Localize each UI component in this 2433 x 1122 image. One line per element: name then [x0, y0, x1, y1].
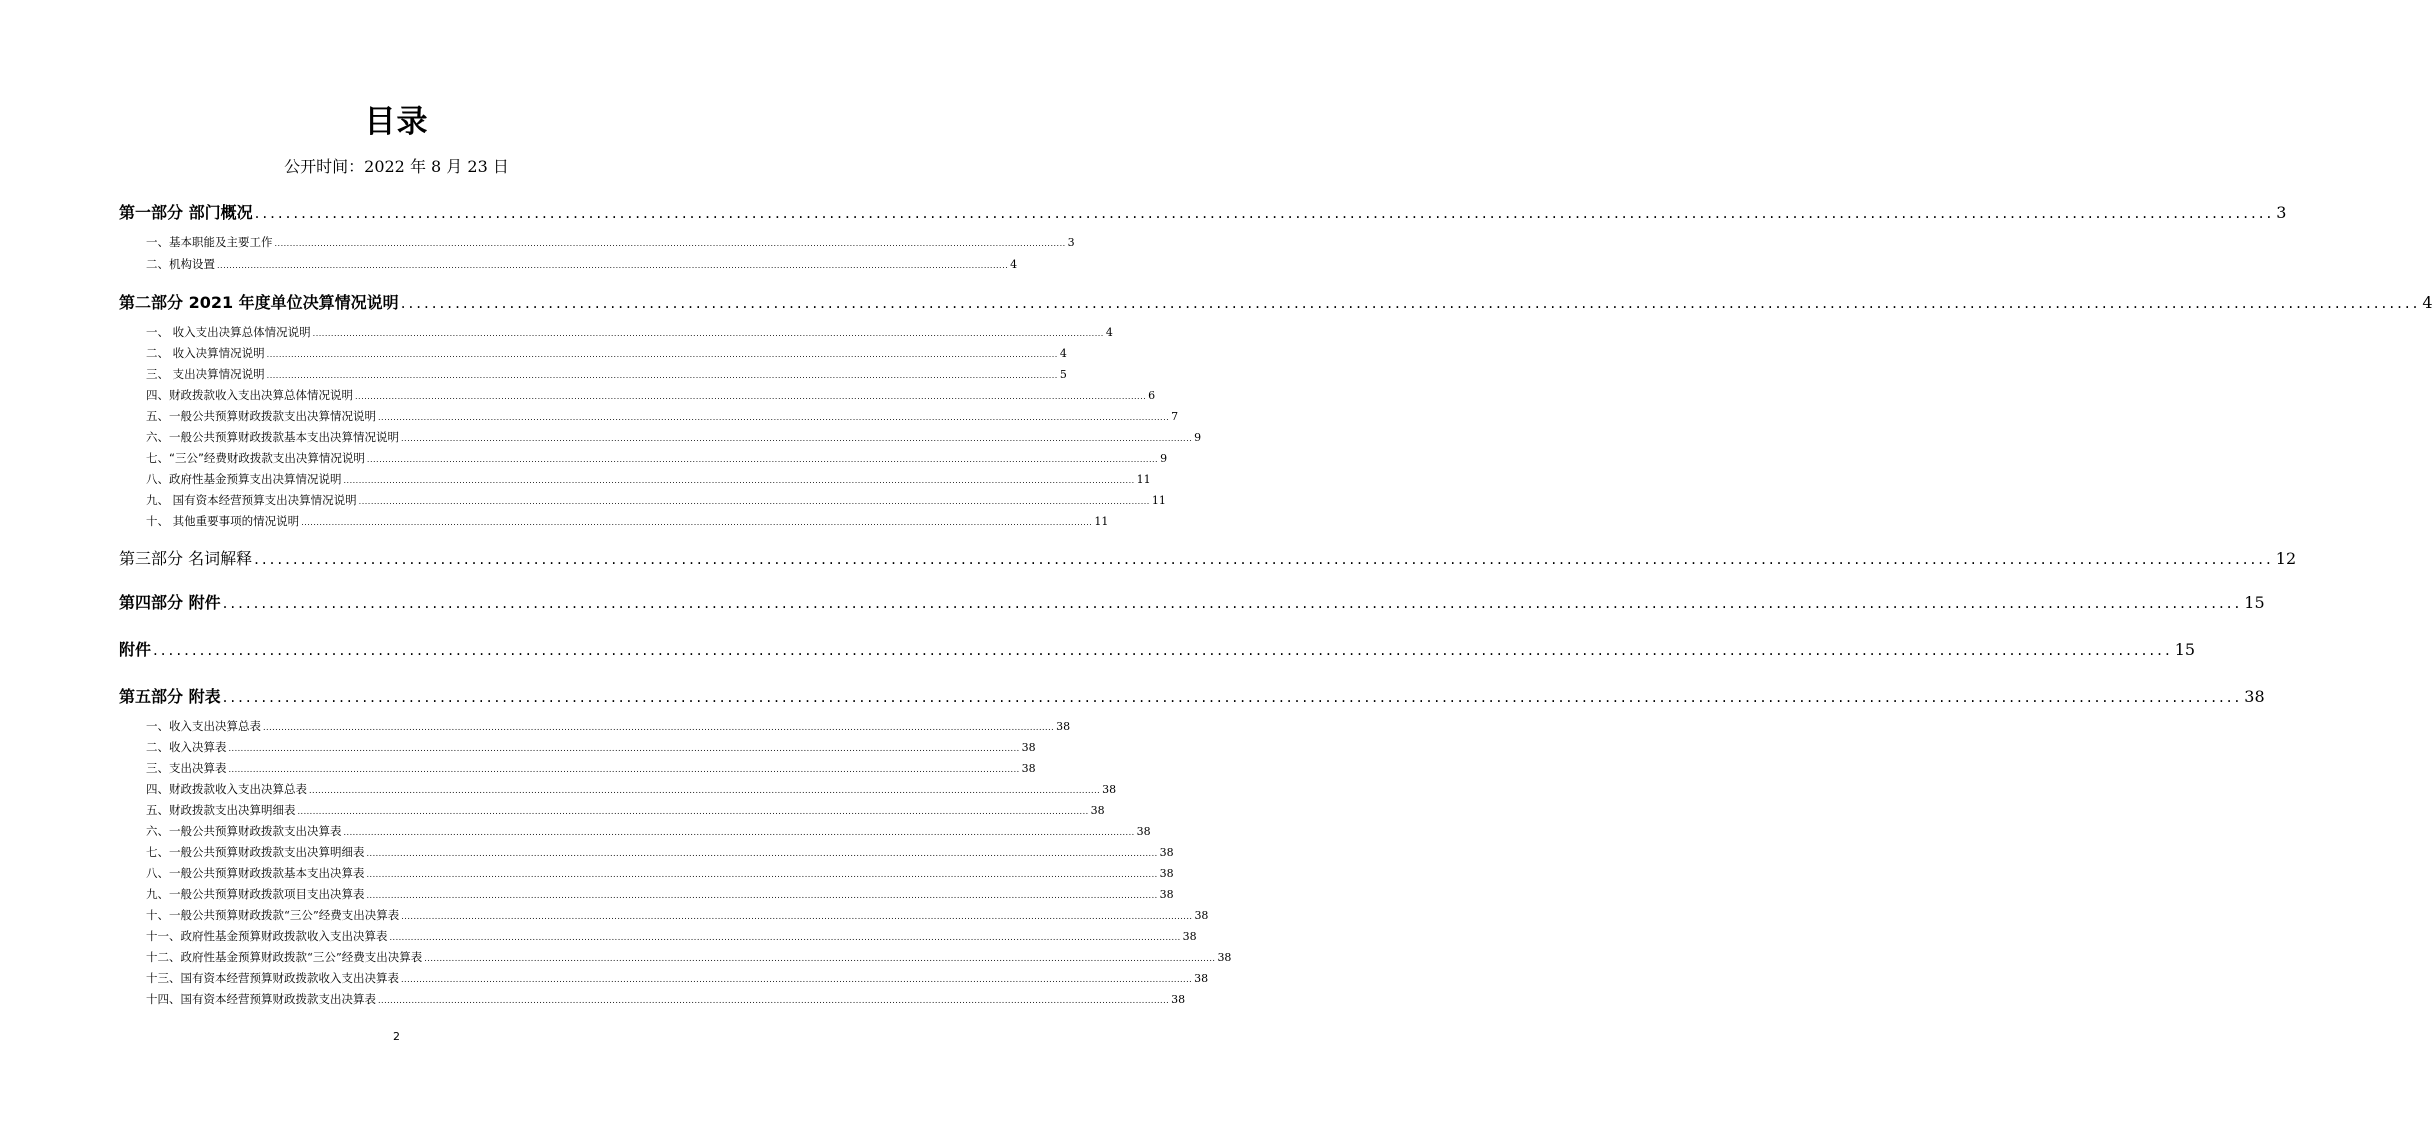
toc-page: 4: [1059, 347, 1067, 360]
toc-label: 第五部分 附表: [119, 687, 221, 706]
toc-page: 9: [1160, 452, 1168, 465]
toc-page: 11: [1136, 473, 1151, 486]
dot-leader: ....................................................................................................................................................................................................................................................................: [343, 828, 1135, 837]
toc-label: 第一部分 部门概况: [119, 203, 253, 222]
toc-label: 十三、国有资本经营预算财政拨款收入支出决算表: [146, 971, 399, 985]
toc-label: 八、一般公共预算财政拨款基本支出决算表: [146, 866, 365, 880]
toc-label: 十四、国有资本经营预算财政拨款支出决算表: [146, 992, 376, 1006]
dot-leader: ....................................................................................................................................................................................................................................................................: [266, 350, 1058, 359]
dot-leader: ....................................................................................................................................................................................................................................................................: [401, 912, 1193, 921]
toc-item[interactable]: [146, 844, 1174, 864]
toc-page: 4: [1010, 258, 1018, 271]
toc-page: 3: [2276, 203, 2287, 222]
toc-item[interactable]: [146, 450, 1168, 470]
toc-part-3[interactable]: [119, 546, 2297, 574]
dot-leader: ....................................................................................................................................................................................................................................................................: [401, 434, 1193, 443]
toc-part-4[interactable]: [119, 590, 2265, 618]
toc-item[interactable]: [146, 471, 1151, 491]
toc-page: 38: [1194, 909, 1209, 922]
toc-label: 十、 其他重要事项的情况说明: [146, 514, 300, 528]
dot-leader: ....................................................................................................................................................................................................................................................................: [309, 786, 1101, 795]
toc-item[interactable]: [146, 234, 1075, 254]
dot-leader: ....................................................................................................................................................................................................................................................................: [301, 518, 1093, 527]
dot-leader: ....................................................................................................................................................................................................................................................................: [366, 849, 1158, 858]
toc-label: 三、 支出决算情况说明: [146, 367, 265, 381]
dot-leader: ....................................................................................................................................................................................................................................................................: [222, 688, 2243, 706]
dot-leader: ....................................................................................................................................................................................................................................................................: [378, 996, 1170, 1005]
dot-leader: ....................................................................................................................................................................................................................................................................: [228, 765, 1020, 774]
toc-item[interactable]: [146, 408, 1179, 428]
toc-part-1[interactable]: [119, 200, 2287, 228]
toc-label: 第三部分 名词解释: [119, 549, 253, 568]
toc-label: 六、一般公共预算财政拨款支出决算表: [146, 824, 342, 838]
toc-item[interactable]: [146, 345, 1067, 365]
dot-leader: ....................................................................................................................................................................................................................................................................: [266, 371, 1058, 380]
dot-leader: ....................................................................................................................................................................................................................................................................: [312, 329, 1104, 338]
toc-label: 五、一般公共预算财政拨款支出决算情况说明: [146, 409, 376, 423]
toc-page: 38: [1021, 762, 1036, 775]
toc-label: 附件: [119, 640, 152, 659]
page-title: 目录: [364, 104, 429, 140]
toc-label: 六、一般公共预算财政拨款基本支出决算情况说明: [146, 430, 399, 444]
dot-leader: ....................................................................................................................................................................................................................................................................: [217, 261, 1009, 270]
toc-item[interactable]: [146, 886, 1174, 906]
toc-page: 38: [1159, 867, 1174, 880]
dot-leader: ....................................................................................................................................................................................................................................................................: [401, 975, 1193, 984]
toc-page: 38: [1136, 825, 1151, 838]
toc-appendix[interactable]: [119, 637, 2196, 665]
toc-item[interactable]: [146, 865, 1174, 885]
toc-page: 9: [1194, 431, 1202, 444]
dot-leader: ....................................................................................................................................................................................................................................................................: [424, 954, 1216, 963]
toc-page: 38: [1102, 783, 1117, 796]
toc-page: 11: [1151, 494, 1166, 507]
toc-label: 四、财政拨款收入支出决算总体情况说明: [146, 388, 353, 402]
toc-page: 38: [1159, 846, 1174, 859]
toc-page: 38: [2244, 687, 2265, 706]
toc-page: 5: [1059, 368, 1067, 381]
dot-leader: ....................................................................................................................................................................................................................................................................: [366, 891, 1158, 900]
dot-leader: ....................................................................................................................................................................................................................................................................: [254, 204, 2275, 222]
dot-leader: ....................................................................................................................................................................................................................................................................: [343, 476, 1135, 485]
toc-page: 38: [1159, 888, 1174, 901]
toc-page: 38: [1021, 741, 1036, 754]
toc-label: 二、机构设置: [146, 257, 215, 271]
dot-leader: ....................................................................................................................................................................................................................................................................: [366, 870, 1158, 879]
toc-page: 12: [2275, 549, 2297, 568]
toc-page: 4: [1105, 326, 1113, 339]
dot-leader: ....................................................................................................................................................................................................................................................................: [355, 392, 1147, 401]
toc-label: 一、基本职能及主要工作: [146, 235, 273, 249]
toc-item[interactable]: [146, 823, 1151, 843]
dot-leader: ....................................................................................................................................................................................................................................................................: [228, 744, 1020, 753]
publish-date: 公开时间：2022 年 8 月 23 日: [284, 157, 509, 176]
toc-label: 九、一般公共预算财政拨款项目支出决算表: [146, 887, 365, 901]
toc-label: 二、收入决算表: [146, 740, 227, 754]
toc-label: 九、 国有资本经营预算支出决算情况说明: [146, 493, 357, 507]
toc-label: 五、财政拨款支出决算明细表: [146, 803, 296, 817]
toc-item[interactable]: [146, 492, 1166, 512]
dot-leader: ....................................................................................................................................................................................................................................................................: [297, 807, 1089, 816]
toc-page: 11: [1094, 515, 1109, 528]
dot-leader: ....................................................................................................................................................................................................................................................................: [389, 933, 1181, 942]
dot-leader: ....................................................................................................................................................................................................................................................................: [222, 594, 2243, 612]
toc-label: 七、“三公”经费财政拨款支出决算情况说明: [146, 451, 365, 465]
toc-label: 二、 收入决算情况说明: [146, 346, 265, 360]
toc-item[interactable]: [146, 802, 1105, 822]
toc-page: 15: [2244, 593, 2265, 612]
dot-leader: ....................................................................................................................................................................................................................................................................: [378, 413, 1170, 422]
toc-page: 38: [1217, 951, 1232, 964]
toc-part-5[interactable]: [119, 684, 2265, 712]
toc-item[interactable]: [146, 718, 1071, 738]
dot-leader: ....................................................................................................................................................................................................................................................................: [153, 641, 2173, 659]
dot-leader: ....................................................................................................................................................................................................................................................................: [263, 723, 1055, 732]
toc-label: 十一、政府性基金预算财政拨款收入支出决算表: [146, 929, 388, 943]
toc-item[interactable]: [146, 928, 1197, 948]
toc-page: 38: [1090, 804, 1105, 817]
toc-label: 一、 收入支出决算总体情况说明: [146, 325, 311, 339]
toc-page: 38: [1171, 993, 1186, 1006]
toc-item[interactable]: [146, 739, 1036, 759]
dot-leader: ....................................................................................................................................................................................................................................................................: [400, 294, 2421, 312]
toc-label: 四、财政拨款收入支出决算总表: [146, 782, 307, 796]
toc-label: 三、支出决算表: [146, 761, 227, 775]
toc-item[interactable]: [146, 949, 1232, 969]
toc-item[interactable]: [146, 324, 1113, 344]
toc-page: 15: [2174, 640, 2196, 659]
toc-item[interactable]: [146, 366, 1067, 386]
toc-part-2[interactable]: [119, 290, 2433, 318]
toc-label: 十、一般公共预算财政拨款“三公”经费支出决算表: [146, 908, 400, 922]
toc-item[interactable]: [146, 256, 1018, 276]
toc-page: 4: [2422, 293, 2433, 312]
toc-page: 6: [1148, 389, 1156, 402]
toc-page: 38: [1194, 972, 1209, 985]
toc-item[interactable]: [146, 760, 1036, 780]
toc-item[interactable]: [146, 970, 1209, 990]
toc-item[interactable]: [146, 429, 1202, 449]
toc-label: 一、收入支出决算总表: [146, 719, 261, 733]
toc-page: 38: [1056, 720, 1071, 733]
toc-item[interactable]: [146, 991, 1186, 1011]
toc-item[interactable]: [146, 513, 1109, 533]
dot-leader: ....................................................................................................................................................................................................................................................................: [366, 455, 1159, 464]
toc-label: 第二部分 2021 年度单位决算情况说明: [119, 293, 399, 312]
toc-label: 七、一般公共预算财政拨款支出决算明细表: [146, 845, 365, 859]
dot-leader: ....................................................................................................................................................................................................................................................................: [358, 497, 1150, 506]
dot-leader: ....................................................................................................................................................................................................................................................................: [274, 239, 1066, 248]
toc-page: 7: [1171, 410, 1179, 423]
toc-item[interactable]: [146, 781, 1117, 801]
toc-label: 第四部分 附件: [119, 593, 221, 612]
toc-label: 十二、政府性基金预算财政拨款“三公”经费支出决算表: [146, 950, 423, 964]
toc-item[interactable]: [146, 907, 1209, 927]
page-number: 2: [393, 1030, 400, 1043]
toc-item[interactable]: [146, 387, 1156, 407]
toc-label: 八、政府性基金预算支出决算情况说明: [146, 472, 342, 486]
toc-page: 38: [1182, 930, 1197, 943]
toc-page: 3: [1067, 236, 1075, 249]
dot-leader: ....................................................................................................................................................................................................................................................................: [254, 550, 2274, 568]
